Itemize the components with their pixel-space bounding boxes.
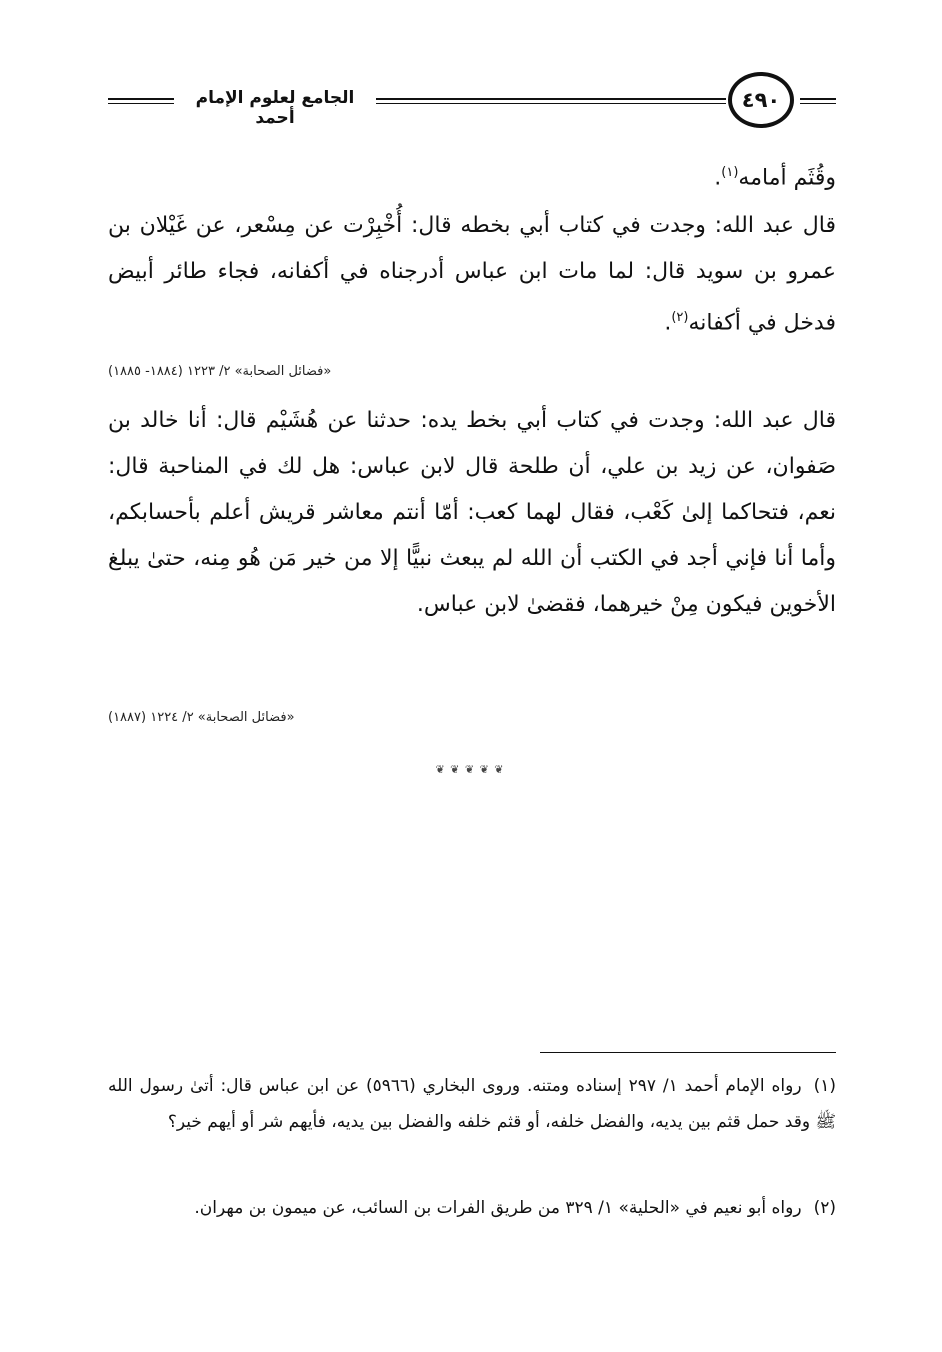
header-rule-right bbox=[800, 98, 836, 104]
footnote-2-text: رواه أبو نعيم في «الحلية» ١/ ٣٢٩ من طريق الفرات بن السائب، عن ميمون بن مهران. bbox=[194, 1198, 802, 1218]
paragraph-1 bbox=[108, 150, 836, 201]
paragraph-1-text: وقُثَم أمامه bbox=[738, 165, 836, 191]
footnote-1-number: (١) bbox=[813, 1076, 836, 1096]
paragraph-2 bbox=[108, 203, 836, 346]
footnote-marker-2: (٢) bbox=[671, 310, 689, 325]
paragraph-2-end: . bbox=[664, 310, 672, 336]
footnote-2-number: (٢) bbox=[813, 1198, 836, 1218]
section-divider-ornament: ❦ ❦ ❦ ❦ ❦ bbox=[435, 763, 505, 776]
paragraph-3: قال عبد الله: وجدت في كتاب أبي بخط يده: حدثنا عن هُشَيْم قال: أنا خالد بن صَفوان، عن زيد بن علي، أن طلحة قال لابن عباس: هل لك في المناحبة قال: نعم، فتحاكما إلىٰ كَعْب، فقال لهما كعب: أمّا أنتم معاشر قريش أعلم بأحسابكم، وأما أنا فإني أجد في الكتب أن الله لم يبعث نبيًّا إلا من خير مَن هُو مِنه، حتىٰ يبلغ الأخوين فيكون مِنْ خيرهما، فقضىٰ لابن عباس. bbox=[108, 408, 836, 617]
footnote-1-text: رواه الإمام أحمد ١/ ٢٩٧ إسناده ومتنه. وروى البخاري (٥٩٦٦) عن ابن عباس قال: أتىٰ رسول الله ﷺ وقد حمل قثم بين يديه، والفضل خلفه، أو قثم خلفه والفضل بين يديه، فأيهم شر أو أيهم خير؟ bbox=[108, 1076, 836, 1132]
header-rule-left bbox=[108, 98, 174, 104]
source-reference-2: «فضائل الصحابة» ٢/ ١٢٢٤ (١٨٨٧) bbox=[108, 710, 295, 725]
running-header-title: الجامع لعلوم الإمام أحمد bbox=[195, 88, 355, 128]
footnote-2 bbox=[108, 1190, 836, 1226]
footnote-separator bbox=[540, 1052, 836, 1053]
footnote-marker-1: (١) bbox=[721, 165, 739, 180]
footnote-1 bbox=[108, 1068, 836, 1140]
paragraph-2-text: قال عبد الله: وجدت في كتاب أبي بخطه قال: أُخْبِرْت عن مِسْعر، عن غَيْلان بن عمرو بن سويد قال: لما مات ابن عباس أدرجناه في أكفانه، فجاء طائر أبيض فدخل في أكفانه bbox=[108, 213, 836, 336]
header-rule-middle bbox=[376, 98, 726, 104]
page-number: ٤٩٠ bbox=[728, 72, 794, 128]
source-reference-1: «فضائل الصحابة» ٢/ ١٢٢٣ (١٨٨٤- ١٨٨٥) bbox=[108, 364, 332, 379]
paragraph-1-end: . bbox=[714, 165, 722, 191]
